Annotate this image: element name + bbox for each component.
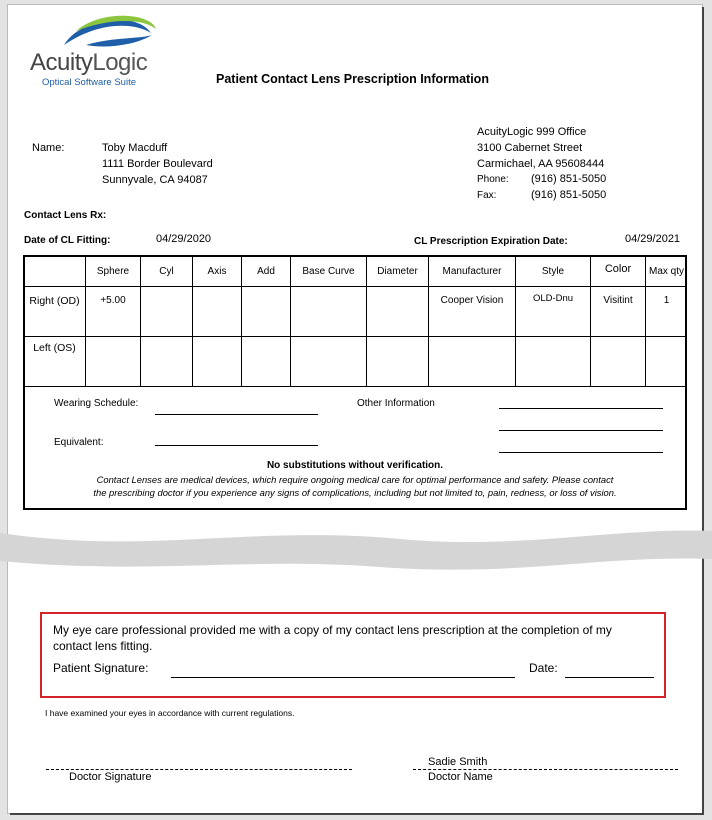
row-od-manufacturer: Cooper Vision [440,295,504,306]
patient-address-line2: Sunnyvale, CA 94087 [102,174,208,186]
other-info-line-3 [499,452,663,453]
acuitylogic-logo [28,15,168,90]
header-base-curve: Base Curve [302,266,355,277]
row-od-max-qty: 1 [663,295,670,306]
equivalent-label: Equivalent: [54,437,104,448]
patient-signature-line[interactable] [171,677,515,678]
equivalent-line [155,445,318,446]
logo-brand-first: Acuity [30,49,93,76]
patient-name: Toby Macduff [102,142,168,154]
document-title: Patient Contact Lens Prescription Information [216,72,489,86]
header-color: Color [604,263,632,275]
patient-signature-label: Patient Signature: [53,661,149,675]
header-add: Add [257,266,275,277]
logo-brand-second: Logic [92,49,148,76]
page-break-divider [0,515,712,575]
row-os-label: Left (OS) [33,342,76,354]
header-cyl: Cyl [159,266,174,277]
header-style: Style [541,266,565,277]
office-fax-label: Fax: [477,190,497,201]
doctor-name-label: Doctor Name [428,771,493,783]
patient-address-line1: 1111 Border Boulevard [102,158,213,170]
header-sphere: Sphere [96,266,130,277]
wearing-schedule-label: Wearing Schedule: [54,398,139,409]
header-diameter: Diameter [377,266,418,277]
row-od-label: Right (OD) [29,295,80,307]
document-page [8,5,702,813]
date-label: Date: [529,661,558,675]
other-info-line-1 [499,408,663,409]
acknowledgement-text-line2: contact lens fitting. [53,639,153,653]
office-address-line1: 3100 Cabernet Street [477,142,583,154]
exam-statement: I have examined your eyes in accordance with current regulations. [45,708,295,718]
row-od-sphere: +5.00 [100,295,126,306]
logo-tagline: Optical Software Suite [42,77,136,88]
logo-swoosh-icon [56,15,176,51]
doctor-signature-line[interactable] [46,769,352,770]
no-substitutions-notice: No substitutions without verification. [266,460,444,471]
wearing-schedule-line [155,414,318,415]
office-fax: (916) 851-5050 [531,189,607,201]
header-max-qty: Max qty [648,266,684,277]
other-information-label: Other Information [357,398,435,409]
row-od-color: Visitint [603,295,633,306]
other-info-line-2 [499,430,663,431]
office-address-line2: Carmichael, AA 95608444 [477,158,605,170]
disclaimer-line1: Contact Lenses are medical devices, which require ongoing medical care for optimal performance and safety. Please contact [96,474,614,485]
doctor-name: Sadie Smith [428,756,488,768]
disclaimer-line2: the prescribing doctor if you experience any signs of complications, including but not limited to, pain, redness, or loss of vision. [93,487,617,498]
office-phone-label: Phone: [477,174,509,185]
doctor-name-line [413,769,678,770]
doctor-signature-label: Doctor Signature [69,771,152,783]
expiration-label: CL Prescription Expiration Date: [414,236,568,247]
date-line[interactable] [565,677,654,678]
acknowledgement-text-line1: My eye care professional provided me with a copy of my contact lens prescription at the completion of my [53,623,612,637]
name-label: Name: [32,142,65,154]
contact-lens-rx-heading: Contact Lens Rx: [24,210,107,221]
header-manufacturer: Manufacturer [442,266,502,277]
cl-fitting-label: Date of CL Fitting: [24,235,111,246]
cl-fitting-date: 04/29/2020 [156,233,212,245]
office-name: AcuityLogic 999 Office [477,126,587,138]
expiration-date: 04/29/2021 [625,233,681,245]
office-phone: (916) 851-5050 [531,173,607,185]
header-axis: Axis [207,266,227,277]
row-od-style: OLD-Dnu [532,293,574,304]
